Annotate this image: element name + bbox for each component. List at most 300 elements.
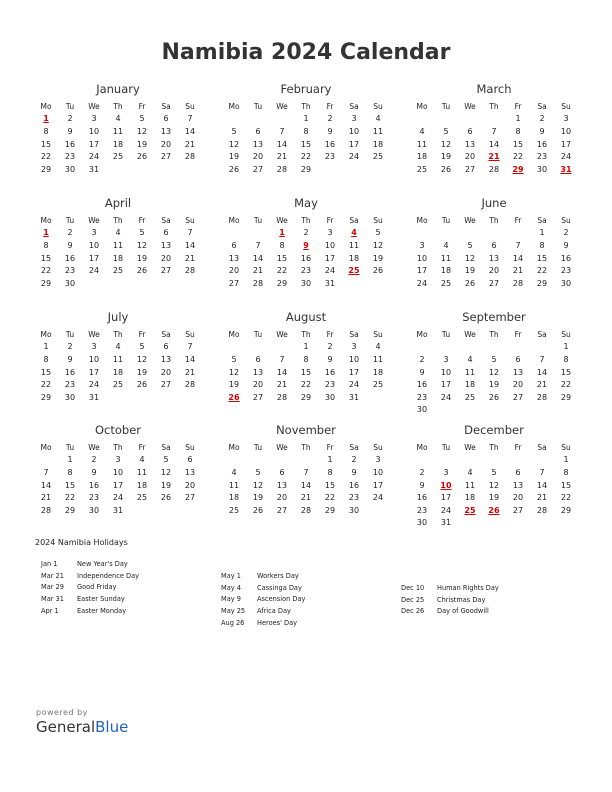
weekday-label: Tu (65, 101, 75, 111)
day-cell: 11 (372, 126, 384, 136)
holiday-date: May 25 (221, 607, 246, 616)
day-cell: 2 (327, 114, 333, 124)
week-row (222, 264, 390, 277)
week-row (34, 138, 202, 151)
day-cell: 14 (252, 253, 264, 263)
week-row (222, 466, 390, 479)
day-cell: 1 (539, 228, 545, 238)
weekday-label: Tu (253, 101, 263, 111)
weekday-label: We (464, 329, 476, 339)
weekday-label: Fr (514, 442, 522, 452)
day-cell: 14 (184, 354, 196, 364)
day-cell: 23 (88, 493, 100, 503)
weekday-label: Tu (253, 329, 263, 339)
day-cell: 31 (112, 505, 124, 515)
week-row (410, 150, 578, 163)
day-cell: 7 (43, 467, 49, 477)
month-name: June (481, 196, 507, 210)
day-cell: 13 (512, 480, 524, 490)
week-row (34, 479, 202, 492)
day-cell: 29 (276, 278, 288, 288)
day-cell: 6 (255, 354, 261, 364)
day-cell: 27 (464, 164, 476, 174)
day-cell: 17 (88, 253, 100, 263)
day-cell: 7 (187, 114, 193, 124)
holiday-name: Good Friday (77, 583, 117, 592)
day-cell: 12 (160, 467, 172, 477)
holiday-item (221, 582, 305, 594)
day-cell: 25 (112, 380, 124, 390)
day-cell: 19 (464, 266, 476, 276)
day-cell: 9 (67, 126, 73, 136)
day-cell: 12 (136, 240, 148, 250)
day-cell: 16 (64, 253, 76, 263)
day-cell: 4 (467, 467, 473, 477)
day-cell: 6 (163, 342, 169, 352)
day-cell: 6 (515, 467, 521, 477)
weekday-label: Fr (138, 329, 146, 339)
holiday-name: Christmas Day (437, 595, 486, 604)
weekday-label: Sa (537, 329, 547, 339)
weekday-label: Fr (138, 442, 146, 452)
holiday-name: Easter Sunday (77, 595, 125, 604)
day-cell: 24 (324, 266, 336, 276)
day-cell: 11 (136, 467, 148, 477)
day-cell: 27 (160, 380, 172, 390)
day-cell: 9 (539, 126, 545, 136)
day-cell: 30 (416, 518, 428, 528)
day-cell: 16 (64, 139, 76, 149)
day-cell: 25 (372, 380, 384, 390)
holiday-item (221, 594, 305, 606)
week-row (34, 125, 202, 138)
day-cell: 1 (303, 114, 309, 124)
weekday-label: Tu (253, 215, 263, 225)
day-cell: 20 (252, 380, 264, 390)
day-cell: 2 (67, 114, 73, 124)
day-cell: 19 (440, 152, 452, 162)
day-cell: 15 (512, 139, 524, 149)
day-cell: 10 (348, 354, 360, 364)
month-june (410, 196, 578, 290)
month-name: November (276, 423, 336, 437)
day-cell: 15 (300, 139, 312, 149)
holiday-item (401, 606, 499, 618)
weekday-label: Sa (349, 329, 359, 339)
day-cell: 28 (300, 505, 312, 515)
holiday-name: Ascension Day (257, 595, 306, 604)
day-cell: 24 (88, 152, 100, 162)
week-row (222, 353, 390, 366)
day-cell: 20 (160, 139, 172, 149)
day-cell: 29 (40, 278, 52, 288)
week-row (222, 150, 390, 163)
day-cell: 31 (440, 518, 452, 528)
weekday-label: Fr (514, 329, 522, 339)
day-cell: 23 (324, 380, 336, 390)
day-cell: 8 (43, 126, 49, 136)
day-cell: 17 (440, 493, 452, 503)
weekday-label: Su (561, 101, 571, 111)
weekday-label: Fr (138, 215, 146, 225)
day-cell: 5 (163, 455, 169, 465)
week-row (410, 454, 578, 467)
month-november (222, 423, 390, 517)
month-december (410, 423, 578, 529)
day-cell: 20 (276, 493, 288, 503)
day-cell: 5 (491, 354, 497, 364)
day-cell: 11 (464, 480, 476, 490)
day-cell: 25 (440, 278, 452, 288)
weekday-label: Tu (65, 329, 75, 339)
month-april (34, 196, 202, 290)
weekday-label: Th (113, 101, 123, 111)
day-cell: 16 (348, 480, 360, 490)
day-cell: 24 (440, 392, 452, 402)
week-row (222, 454, 390, 467)
day-cell: 7 (279, 126, 285, 136)
day-cell: 14 (488, 139, 500, 149)
day-cell: 28 (40, 505, 52, 515)
day-cell: 7 (515, 240, 521, 250)
week-row (34, 366, 202, 379)
day-cell: 14 (184, 240, 196, 250)
weekday-label: Su (373, 215, 383, 225)
day-cell: 28 (276, 164, 288, 174)
weekday-label: Th (113, 442, 123, 452)
month-name: April (104, 196, 132, 210)
day-cell: 30 (536, 164, 548, 174)
day-cell: 26 (464, 278, 476, 288)
day-cell: 29 (40, 164, 52, 174)
day-cell: 23 (560, 266, 572, 276)
holiday-day-cell: 25 (464, 505, 476, 515)
day-cell: 10 (416, 253, 428, 263)
day-cell: 29 (560, 392, 572, 402)
day-cell: 28 (512, 278, 524, 288)
day-cell: 21 (512, 266, 524, 276)
day-cell: 17 (348, 367, 360, 377)
week-row (34, 264, 202, 277)
week-row (410, 239, 578, 252)
weekday-label: We (88, 442, 100, 452)
holiday-item (401, 594, 499, 606)
weekday-header (34, 441, 202, 454)
weekday-label: We (88, 101, 100, 111)
day-cell: 22 (64, 493, 76, 503)
weekday-header (222, 214, 390, 227)
day-cell: 7 (187, 342, 193, 352)
day-cell: 8 (43, 240, 49, 250)
day-cell: 30 (416, 405, 428, 415)
holiday-day-cell: 9 (303, 240, 309, 250)
weekday-label: Fr (514, 101, 522, 111)
weekday-label: We (276, 442, 288, 452)
day-cell: 17 (416, 266, 428, 276)
day-cell: 28 (252, 278, 264, 288)
week-row (34, 239, 202, 252)
week-row (410, 517, 578, 530)
month-name: December (464, 423, 524, 437)
week-row (34, 353, 202, 366)
day-cell: 15 (560, 367, 572, 377)
week-row (222, 138, 390, 151)
day-cell: 30 (64, 164, 76, 174)
weekday-label: Mo (416, 329, 428, 339)
day-cell: 2 (303, 228, 309, 238)
day-cell: 26 (136, 380, 148, 390)
weekday-label: Sa (161, 329, 171, 339)
day-cell: 1 (515, 114, 521, 124)
holiday-name: Cassinga Day (257, 583, 302, 592)
day-cell: 19 (228, 380, 240, 390)
day-cell: 23 (300, 266, 312, 276)
week-row (34, 391, 202, 404)
day-cell: 10 (348, 126, 360, 136)
day-cell: 15 (40, 139, 52, 149)
month-name: February (280, 82, 332, 96)
day-cell: 2 (67, 228, 73, 238)
day-cell: 12 (228, 367, 240, 377)
week-row (34, 504, 202, 517)
day-cell: 1 (563, 455, 569, 465)
weekday-label: Sa (161, 215, 171, 225)
day-cell: 3 (443, 354, 449, 364)
holiday-date: Aug 26 (221, 619, 245, 628)
day-cell: 24 (88, 266, 100, 276)
day-cell: 11 (112, 354, 124, 364)
day-cell: 17 (560, 139, 572, 149)
month-august (222, 310, 390, 404)
weekday-label: Su (561, 215, 571, 225)
day-cell: 8 (563, 467, 569, 477)
day-cell: 16 (300, 253, 312, 263)
day-cell: 11 (228, 480, 240, 490)
day-cell: 4 (115, 228, 121, 238)
weekday-label: Mo (228, 329, 240, 339)
day-cell: 23 (64, 152, 76, 162)
day-cell: 22 (300, 152, 312, 162)
week-row (222, 252, 390, 265)
weekday-label: We (464, 442, 476, 452)
weekday-label: Mo (416, 215, 428, 225)
day-cell: 2 (419, 467, 425, 477)
day-cell: 21 (184, 253, 196, 263)
weekday-label: Sa (161, 442, 171, 452)
day-cell: 23 (536, 152, 548, 162)
holiday-name: Independence Day (77, 571, 140, 580)
weekday-label: Tu (441, 442, 451, 452)
week-row (410, 391, 578, 404)
day-cell: 28 (488, 164, 500, 174)
day-cell: 5 (139, 114, 145, 124)
day-cell: 8 (279, 240, 285, 250)
day-cell: 5 (231, 354, 237, 364)
weekday-header (34, 328, 202, 341)
day-cell: 27 (512, 505, 524, 515)
day-cell: 9 (327, 354, 333, 364)
day-cell: 11 (416, 139, 428, 149)
holiday-day-cell: 4 (351, 228, 357, 238)
week-row (34, 150, 202, 163)
day-cell: 12 (136, 126, 148, 136)
day-cell: 5 (491, 467, 497, 477)
weekday-label: Th (301, 329, 311, 339)
weekday-label: Mo (40, 101, 52, 111)
day-cell: 31 (88, 392, 100, 402)
day-cell: 22 (40, 152, 52, 162)
week-row (410, 163, 578, 176)
holiday-date: Mar 29 (41, 583, 64, 592)
day-cell: 27 (184, 493, 196, 503)
day-cell: 2 (539, 114, 545, 124)
day-cell: 14 (300, 480, 312, 490)
day-cell: 21 (252, 266, 264, 276)
week-row (222, 113, 390, 126)
week-row (410, 366, 578, 379)
day-cell: 18 (464, 493, 476, 503)
holiday-column (41, 558, 139, 617)
weekday-label: Su (185, 101, 195, 111)
day-cell: 5 (467, 240, 473, 250)
week-row (222, 239, 390, 252)
weekday-label: Tu (65, 442, 75, 452)
day-cell: 13 (252, 367, 264, 377)
day-cell: 4 (467, 354, 473, 364)
holiday-item (41, 558, 139, 570)
day-cell: 7 (255, 240, 261, 250)
day-cell: 21 (184, 367, 196, 377)
day-cell: 4 (139, 455, 145, 465)
day-cell: 12 (372, 240, 384, 250)
holiday-item (41, 570, 139, 582)
day-cell: 18 (112, 253, 124, 263)
day-cell: 4 (375, 342, 381, 352)
day-cell: 9 (67, 354, 73, 364)
day-cell: 9 (327, 126, 333, 136)
day-cell: 26 (160, 493, 172, 503)
holiday-day-cell: 29 (512, 164, 524, 174)
day-cell: 7 (539, 354, 545, 364)
day-cell: 29 (40, 392, 52, 402)
holiday-name: Day of Goodwill (437, 607, 489, 616)
day-cell: 8 (327, 467, 333, 477)
day-cell: 24 (348, 152, 360, 162)
week-row (222, 504, 390, 517)
month-january (34, 82, 202, 176)
holiday-name: Heroes' Day (257, 619, 298, 628)
holiday-day-cell: 26 (228, 392, 240, 402)
weekday-header (410, 441, 578, 454)
month-name: August (285, 310, 327, 324)
day-cell: 13 (464, 139, 476, 149)
day-cell: 1 (327, 455, 333, 465)
day-cell: 3 (91, 114, 97, 124)
day-cell: 3 (115, 455, 121, 465)
day-cell: 19 (136, 253, 148, 263)
day-cell: 29 (64, 505, 76, 515)
day-cell: 21 (276, 152, 288, 162)
day-cell: 17 (88, 367, 100, 377)
week-row (34, 277, 202, 290)
week-row (34, 466, 202, 479)
day-cell: 13 (160, 126, 172, 136)
day-cell: 13 (276, 480, 288, 490)
week-row (34, 252, 202, 265)
weekday-label: Th (113, 215, 123, 225)
holiday-item (41, 593, 139, 605)
month-name: January (96, 82, 140, 96)
holidays-title: 2024 Namibia Holidays (35, 538, 128, 547)
weekday-label: Fr (326, 442, 334, 452)
day-cell: 14 (40, 480, 52, 490)
day-cell: 20 (160, 367, 172, 377)
day-cell: 27 (160, 152, 172, 162)
weekday-label: Sa (537, 442, 547, 452)
day-cell: 13 (160, 240, 172, 250)
day-cell: 3 (91, 228, 97, 238)
day-cell: 6 (279, 467, 285, 477)
day-cell: 22 (276, 266, 288, 276)
day-cell: 15 (276, 253, 288, 263)
day-cell: 29 (536, 278, 548, 288)
weekday-label: Mo (228, 101, 240, 111)
day-cell: 7 (279, 354, 285, 364)
day-cell: 16 (64, 367, 76, 377)
day-cell: 5 (443, 126, 449, 136)
day-cell: 13 (160, 354, 172, 364)
day-cell: 16 (560, 253, 572, 263)
weekday-label: Fr (326, 329, 334, 339)
weekday-label: We (276, 329, 288, 339)
week-row (34, 378, 202, 391)
day-cell: 4 (231, 467, 237, 477)
brand-logo (36, 708, 128, 736)
day-cell: 26 (136, 266, 148, 276)
day-cell: 21 (184, 139, 196, 149)
holiday-item (401, 582, 499, 594)
day-cell: 25 (112, 266, 124, 276)
holiday-date: May 1 (221, 571, 241, 580)
day-cell: 11 (372, 354, 384, 364)
day-cell: 28 (536, 392, 548, 402)
day-cell: 19 (252, 493, 264, 503)
weekday-label: We (276, 215, 288, 225)
week-row (410, 138, 578, 151)
weekday-label: Th (489, 442, 499, 452)
day-cell: 20 (184, 480, 196, 490)
day-cell: 30 (64, 392, 76, 402)
week-row (222, 378, 390, 391)
day-cell: 3 (419, 240, 425, 250)
weekday-label: Tu (441, 215, 451, 225)
weekday-label: We (88, 329, 100, 339)
day-cell: 17 (112, 480, 124, 490)
week-row (410, 378, 578, 391)
day-cell: 13 (488, 253, 500, 263)
month-february (222, 82, 390, 176)
day-cell: 12 (136, 354, 148, 364)
weekday-header (410, 328, 578, 341)
holiday-date: May 4 (221, 583, 241, 592)
holiday-day-cell: 25 (348, 266, 360, 276)
brand-name (36, 718, 128, 736)
day-cell: 6 (515, 354, 521, 364)
day-cell: 26 (228, 164, 240, 174)
weekday-label: Th (301, 215, 311, 225)
weekday-header (34, 214, 202, 227)
day-cell: 15 (560, 480, 572, 490)
